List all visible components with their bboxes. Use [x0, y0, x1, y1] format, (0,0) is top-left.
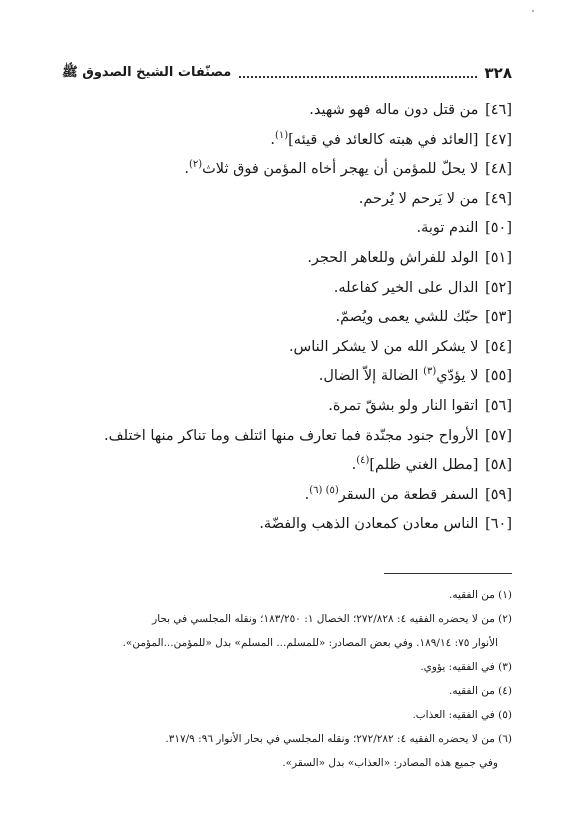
hadith-line [62, 96, 512, 126]
footnote-continuation: وفي جميع هذه المصادر: «العذاب» بدل «السقر». [282, 757, 498, 769]
hadith-number: [٥٤] [485, 338, 512, 355]
hadith-number: [٤٩] [485, 190, 512, 207]
hadith-number: [٥١] [485, 249, 512, 266]
hadith-text: الولد للفراش وللعاهر الحجر. [307, 249, 484, 266]
hadith-line [62, 333, 512, 363]
footnote-line: (٣) في الفقيه: يؤوي. [420, 661, 512, 673]
hadith-text: اتقوا النار ولو بشقّ تمرة. [328, 397, 484, 414]
hadith-list [62, 96, 512, 540]
footnote-ref: (٥) (٦) [309, 484, 339, 496]
hadith-line [62, 303, 512, 333]
header-dot-leader [239, 76, 476, 78]
footnote-divider [384, 573, 512, 574]
hadith-text: الندم توبة. [416, 220, 484, 237]
footnote-line: (٦) من لا يحضره الفقيه ٤: ٢٧٢/٢٨٢؛ ونقله المجلسي في بحار الأنوار ٩٦: ٣١٧/٩. [165, 733, 512, 745]
hadith-text: الناس معادن كمعادن الذهب والفضّة. [259, 516, 484, 533]
hadith-text: حبّك للشي يعمى ويُصمّ. [335, 309, 484, 326]
footnote-line: (١) من الفقيه. [448, 589, 512, 601]
hadith-number: [٦٠] [485, 516, 512, 533]
hadith-line [62, 422, 512, 452]
hadith-number: [٥٣] [485, 309, 512, 326]
hadith-number: [٥٥] [485, 368, 512, 385]
hadith-text: [مطل الغني ظلم] [369, 457, 484, 474]
hadith-number: [٥٧] [485, 427, 512, 444]
hadith-line [62, 185, 512, 215]
hadith-line [62, 126, 512, 156]
hadith-text: السفر قطعة من السقر [338, 486, 484, 503]
hadith-number: [٤٦] [485, 102, 512, 118]
hadith-number: [٥٨] [485, 457, 512, 474]
footnote-ref: (٤) [356, 455, 370, 467]
speck-mark [532, 10, 534, 12]
hadith-text: الدال على الخير كفاعله. [333, 279, 484, 296]
running-header [62, 62, 512, 84]
hadith-line [62, 481, 512, 511]
hadith-number: [٥٩] [485, 486, 512, 503]
footnote-line: (٥) في الفقيه: العذاب. [412, 709, 512, 721]
footnote-continuation: الأنوار ٧٥: ١٨٩/١٤. وفي بعض المصادر: «للمسلم... المسلم» بدل «للمؤمن...المؤمن». [122, 637, 498, 649]
hadith-line [62, 155, 512, 185]
footnote-line: (٤) من الفقيه. [448, 685, 512, 697]
hadith-line [62, 392, 512, 422]
hadith-number: [٥٦] [485, 397, 512, 414]
footnote-line: (٢) من لا يحضره الفقيه ٤: ٢٧٢/٨٢٨؛ الخصال ١: ١٨٣/٢٥٠؛ ونقله المجلسي في بحار [152, 613, 512, 625]
hadith-text-tail: الضالة إلاّ الضال. [318, 368, 424, 385]
hadith-text: الأرواح جنود مجنّدة فما تعارف منها ائتلف وما تناكر منها اختلف. [104, 427, 484, 444]
hadith-line [62, 510, 512, 540]
hadith-text-tail: . [270, 131, 275, 148]
hadith-text-tail: . [184, 161, 189, 178]
hadith-line [62, 244, 512, 274]
hadith-line [62, 214, 512, 244]
hadith-text: [العائد في هبته كالعائد في قيئه] [288, 131, 484, 148]
footnote-ref: (٣) [423, 366, 437, 378]
hadith-number: [٥٠] [485, 220, 512, 237]
hadith-text: لا يؤدّي [436, 368, 484, 385]
hadith-number: [٥٢] [485, 279, 512, 296]
hadith-text: من لا يَرحم لا يُرحم. [358, 190, 484, 207]
hadith-text: لا يحلّ للمؤمن أن يهجر أخاه المؤمن فوق ثلاث [202, 161, 484, 178]
hadith-number: [٤٨] [485, 161, 512, 178]
footnote-ref: (٢) [188, 159, 203, 171]
footnote-ref: (١) [274, 129, 289, 141]
page-number: ٣٢٨ [484, 64, 512, 82]
header-title: مصنّفات الشيخ الصدوق ﷺ [62, 64, 232, 80]
hadith-line [62, 362, 512, 392]
hadith-line [62, 451, 512, 481]
hadith-line [62, 274, 512, 304]
footnotes [64, 583, 512, 775]
hadith-text: لا يشكر الله من لا يشكر الناس. [288, 338, 484, 355]
hadith-text-tail: . [351, 457, 357, 474]
hadith-number: [٤٧] [485, 131, 512, 148]
hadith-text-tail: . [304, 486, 310, 503]
hadith-text: من قتل دون ماله فهو شهيد. [309, 102, 484, 118]
